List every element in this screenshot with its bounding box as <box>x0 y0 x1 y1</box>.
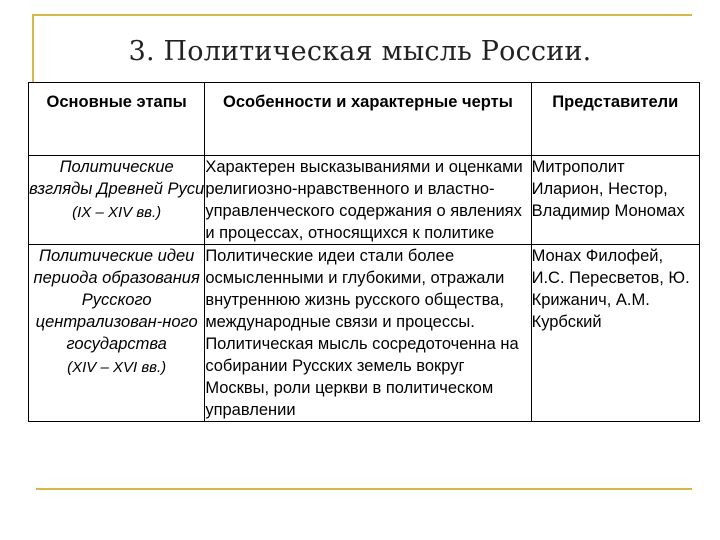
top-accent-line <box>32 14 692 16</box>
header-stages: Основные этапы <box>29 83 205 156</box>
stage-period: (XIV – XVI вв.) <box>67 359 167 376</box>
stage-period: (IX – XIV вв.) <box>72 204 162 221</box>
stage-name: Политические взгляды Древней Руси <box>29 158 205 198</box>
representatives-cell: Митрополит Иларион, Нестор, Владимир Мономах <box>531 156 699 245</box>
representatives-cell: Монах Филофей, И.С. Пересветов, Ю. Крижанич, А.М. Курбский <box>531 245 699 422</box>
table-row <box>29 245 700 422</box>
slide-title: 3. Политическая мысль России. <box>128 36 592 67</box>
header-features: Особенности и характерные черты <box>205 83 531 156</box>
bottom-accent-line <box>36 488 692 490</box>
stage-cell <box>29 245 205 422</box>
features-cell: Политические идеи стали более осмысленными и глубокими, отражали внутреннюю жизнь русского общества, международные связи и процессы. Политическая мысль сосредоточенна на собирании Русских земель вокруг Москвы, роли церкви в политическом управлении <box>205 245 531 422</box>
stage-name: Политические идеи периода образования Русского централизован-ного государства <box>33 247 200 353</box>
header-row <box>29 83 700 156</box>
features-cell: Характерен высказываниями и оценками религиозно-нравственного и властно-управленческого содержания о явлениях и процессах, относящихся к политике <box>205 156 531 245</box>
table-row <box>29 156 700 245</box>
stage-cell <box>29 156 205 245</box>
header-representatives: Представители <box>531 83 699 156</box>
politics-table <box>28 82 700 422</box>
